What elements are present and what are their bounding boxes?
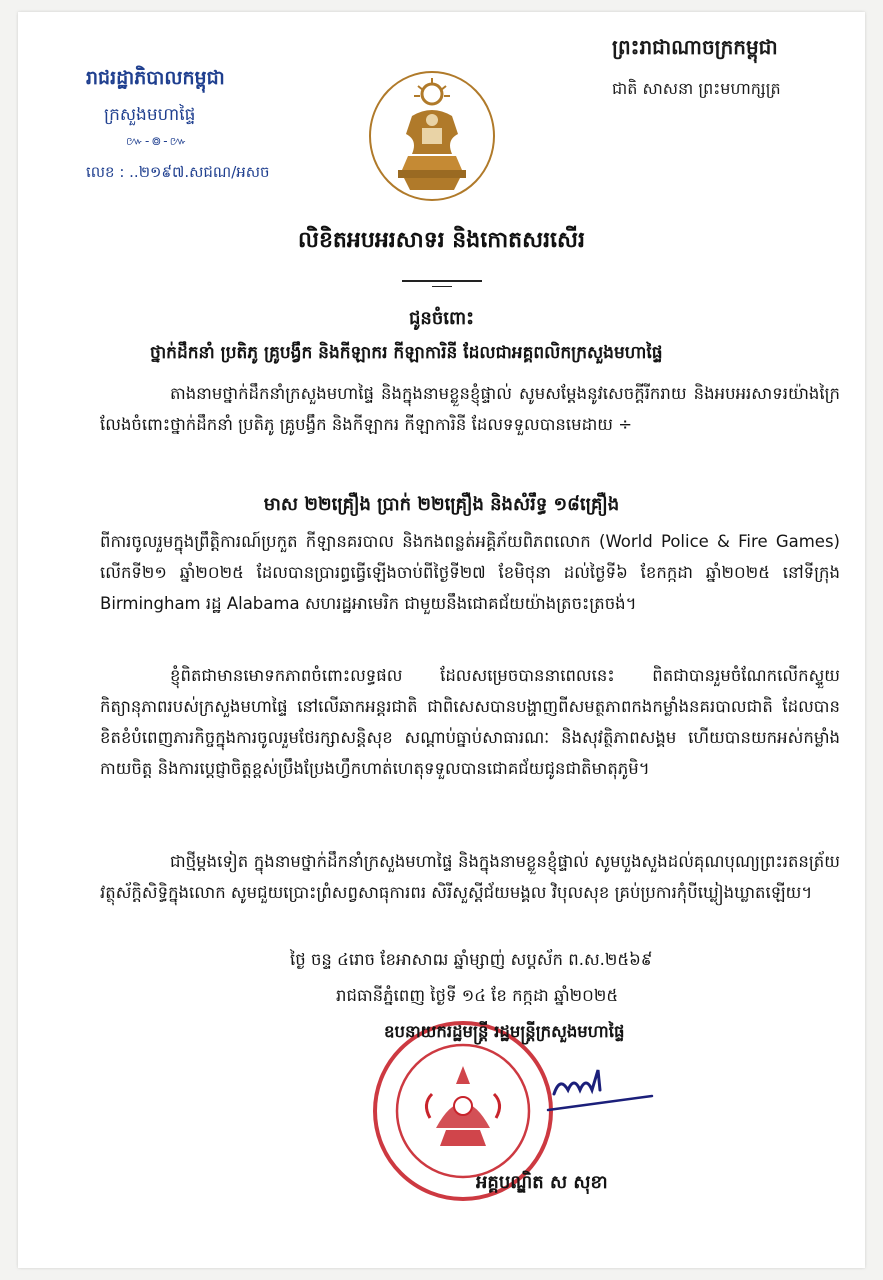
handwritten-signature-icon bbox=[540, 1060, 660, 1120]
header-right bbox=[612, 34, 852, 102]
to-label: ជូនចំពោះ bbox=[408, 308, 475, 329]
paragraph-2: ពីការចូលរួមក្នុងព្រឹត្តិការណ៍ប្រកួត កីឡានគរបាល និងកងពន្លត់អគ្គិភ័យពិភពលោក (World Police & Fire Games) លើកទី២១ ឆ្នាំ២០២៥ ដែលបានប្រារព្ធធ្វើឡើងចាប់ពីថ្ងៃទី២៧ ខែមិថុនា ដល់ថ្ងៃទី៦ ខែកក្កដា ឆ្នាំ២០២៥ នៅទីក្រុង Birmingham រដ្ឋ Alabama សហរដ្ឋអាមេរិក ជាមួយនឹងជោគជ័យយ៉ាងត្រចះត្រចង់។ bbox=[100, 532, 840, 613]
government-name: រាជរដ្ឋាភិបាលកម្ពុជា bbox=[86, 67, 225, 89]
letter-title: លិខិតអបអរសាទរ និងកោតសរសើរ bbox=[298, 228, 585, 253]
reference-number: លេខ : ..២១៩៧.សជណ/អសច bbox=[86, 163, 270, 181]
date-lunar: ថ្ងៃ ចន្ទ ៤រោច ខែអាសាឍ ឆ្នាំម្សាញ់ សប្តស័ក ព.ស.២៥៦៩ bbox=[290, 950, 653, 969]
signatory-title: ឧបនាយករដ្ឋមន្ត្រី រដ្ឋមន្ត្រីក្រសួងមហាផ្ទៃ bbox=[384, 1022, 625, 1041]
paragraph-4: ជាថ្មីម្តងទៀត ក្នុងនាមថ្នាក់ដឹកនាំក្រសួងមហាផ្ទៃ និងក្នុងនាមខ្លួនខ្ញុំផ្ទាល់ សូមបួងសួងដល់គុណបុណ្យព្រះរតនត្រ័យ វត្ថុស័ក្តិសិទ្ធិក្នុងលោក សូមជួយប្រោះព្រំសព្វសាធុការពរ សិរីសួស្តីជ័យមង្គល វិបុលសុខ គ្រប់ប្រការកុំបីឃ្លៀងឃ្លាតឡើយ។ bbox=[100, 852, 840, 902]
ministry-emblem-icon bbox=[368, 70, 496, 202]
signer-name: អគ្គបណ្ឌិត ស សុខា bbox=[476, 1172, 608, 1193]
date-solar: រាជធានីភ្នំពេញ ថ្ងៃទី ១៤ ខែ កក្កដា ឆ្នាំ២០២៥ bbox=[336, 986, 619, 1005]
recipients-line: ថ្នាក់ដឹកនាំ ប្រតិភូ គ្រូបង្វឹក និងកីឡាករ កីឡាការិនី ដែលជាអគ្គពលិកក្រសួងមហាផ្ទៃ bbox=[150, 343, 663, 363]
ministry-name: ក្រសួងមហាផ្ទៃ bbox=[104, 105, 196, 125]
ornament-text: ៚-៙-៚ bbox=[126, 134, 189, 148]
paragraph-3: ខ្ញុំពិតជាមានមោទកភាពចំពោះលទ្ធផល ដែលសម្រេចបាននាពេលនេះ ពិតជាបានរួមចំណែកលើកស្ទួយកិត្យានុភាពរបស់ក្រសួងមហាផ្ទៃ នៅលើឆាកអន្តរជាតិ ជាពិសេសបានបង្ហាញពីសមត្ថភាពកងកម្លាំងនគរបាលជាតិ ដែលបានខិតខំបំពេញភារកិច្ចក្នុងការចូលរួមថែរក្សាសន្តិសុខ សណ្តាប់ធ្នាប់សាធារណៈ និងសុវត្ថិភាពសង្គម ហើយបានយកអស់កម្លាំងកាយចិត្ត និងការប្តេជ្ញាចិត្តខ្ពស់ប្រឹងប្រែងហ្វឹកហាត់ហេតុទទួលបានជោគជ័យជូនជាតិមាតុភូមិ។ bbox=[100, 666, 840, 778]
paragraph-1: តាងនាមថ្នាក់ដឹកនាំក្រសួងមហាផ្ទៃ និងក្នុងនាមខ្លួនខ្ញុំផ្ទាល់ សូមសម្តែងនូវសេចក្តីរីករាយ និងអបអរសាទរយ៉ាងក្រៃលែងចំពោះថ្នាក់ដឹកនាំ ប្រតិភូ គ្រូបង្វឹក និងកីឡាករ កីឡាការិនី ដែលទទួលបានមេដាយ ÷ bbox=[100, 384, 840, 434]
title-divider-small bbox=[432, 286, 452, 287]
medal-count: មាស ២២គ្រឿង ប្រាក់ ២២គ្រឿង និងសំរឹទ្ធ ១៨គ្រឿង bbox=[263, 494, 620, 515]
title-divider bbox=[402, 280, 482, 282]
national-motto: ជាតិ សាសនា ព្រះមហាក្សត្រ bbox=[612, 79, 781, 98]
kingdom-name: ព្រះរាជាណាចក្រកម្ពុជា bbox=[612, 35, 778, 59]
header-left bbox=[86, 66, 296, 185]
